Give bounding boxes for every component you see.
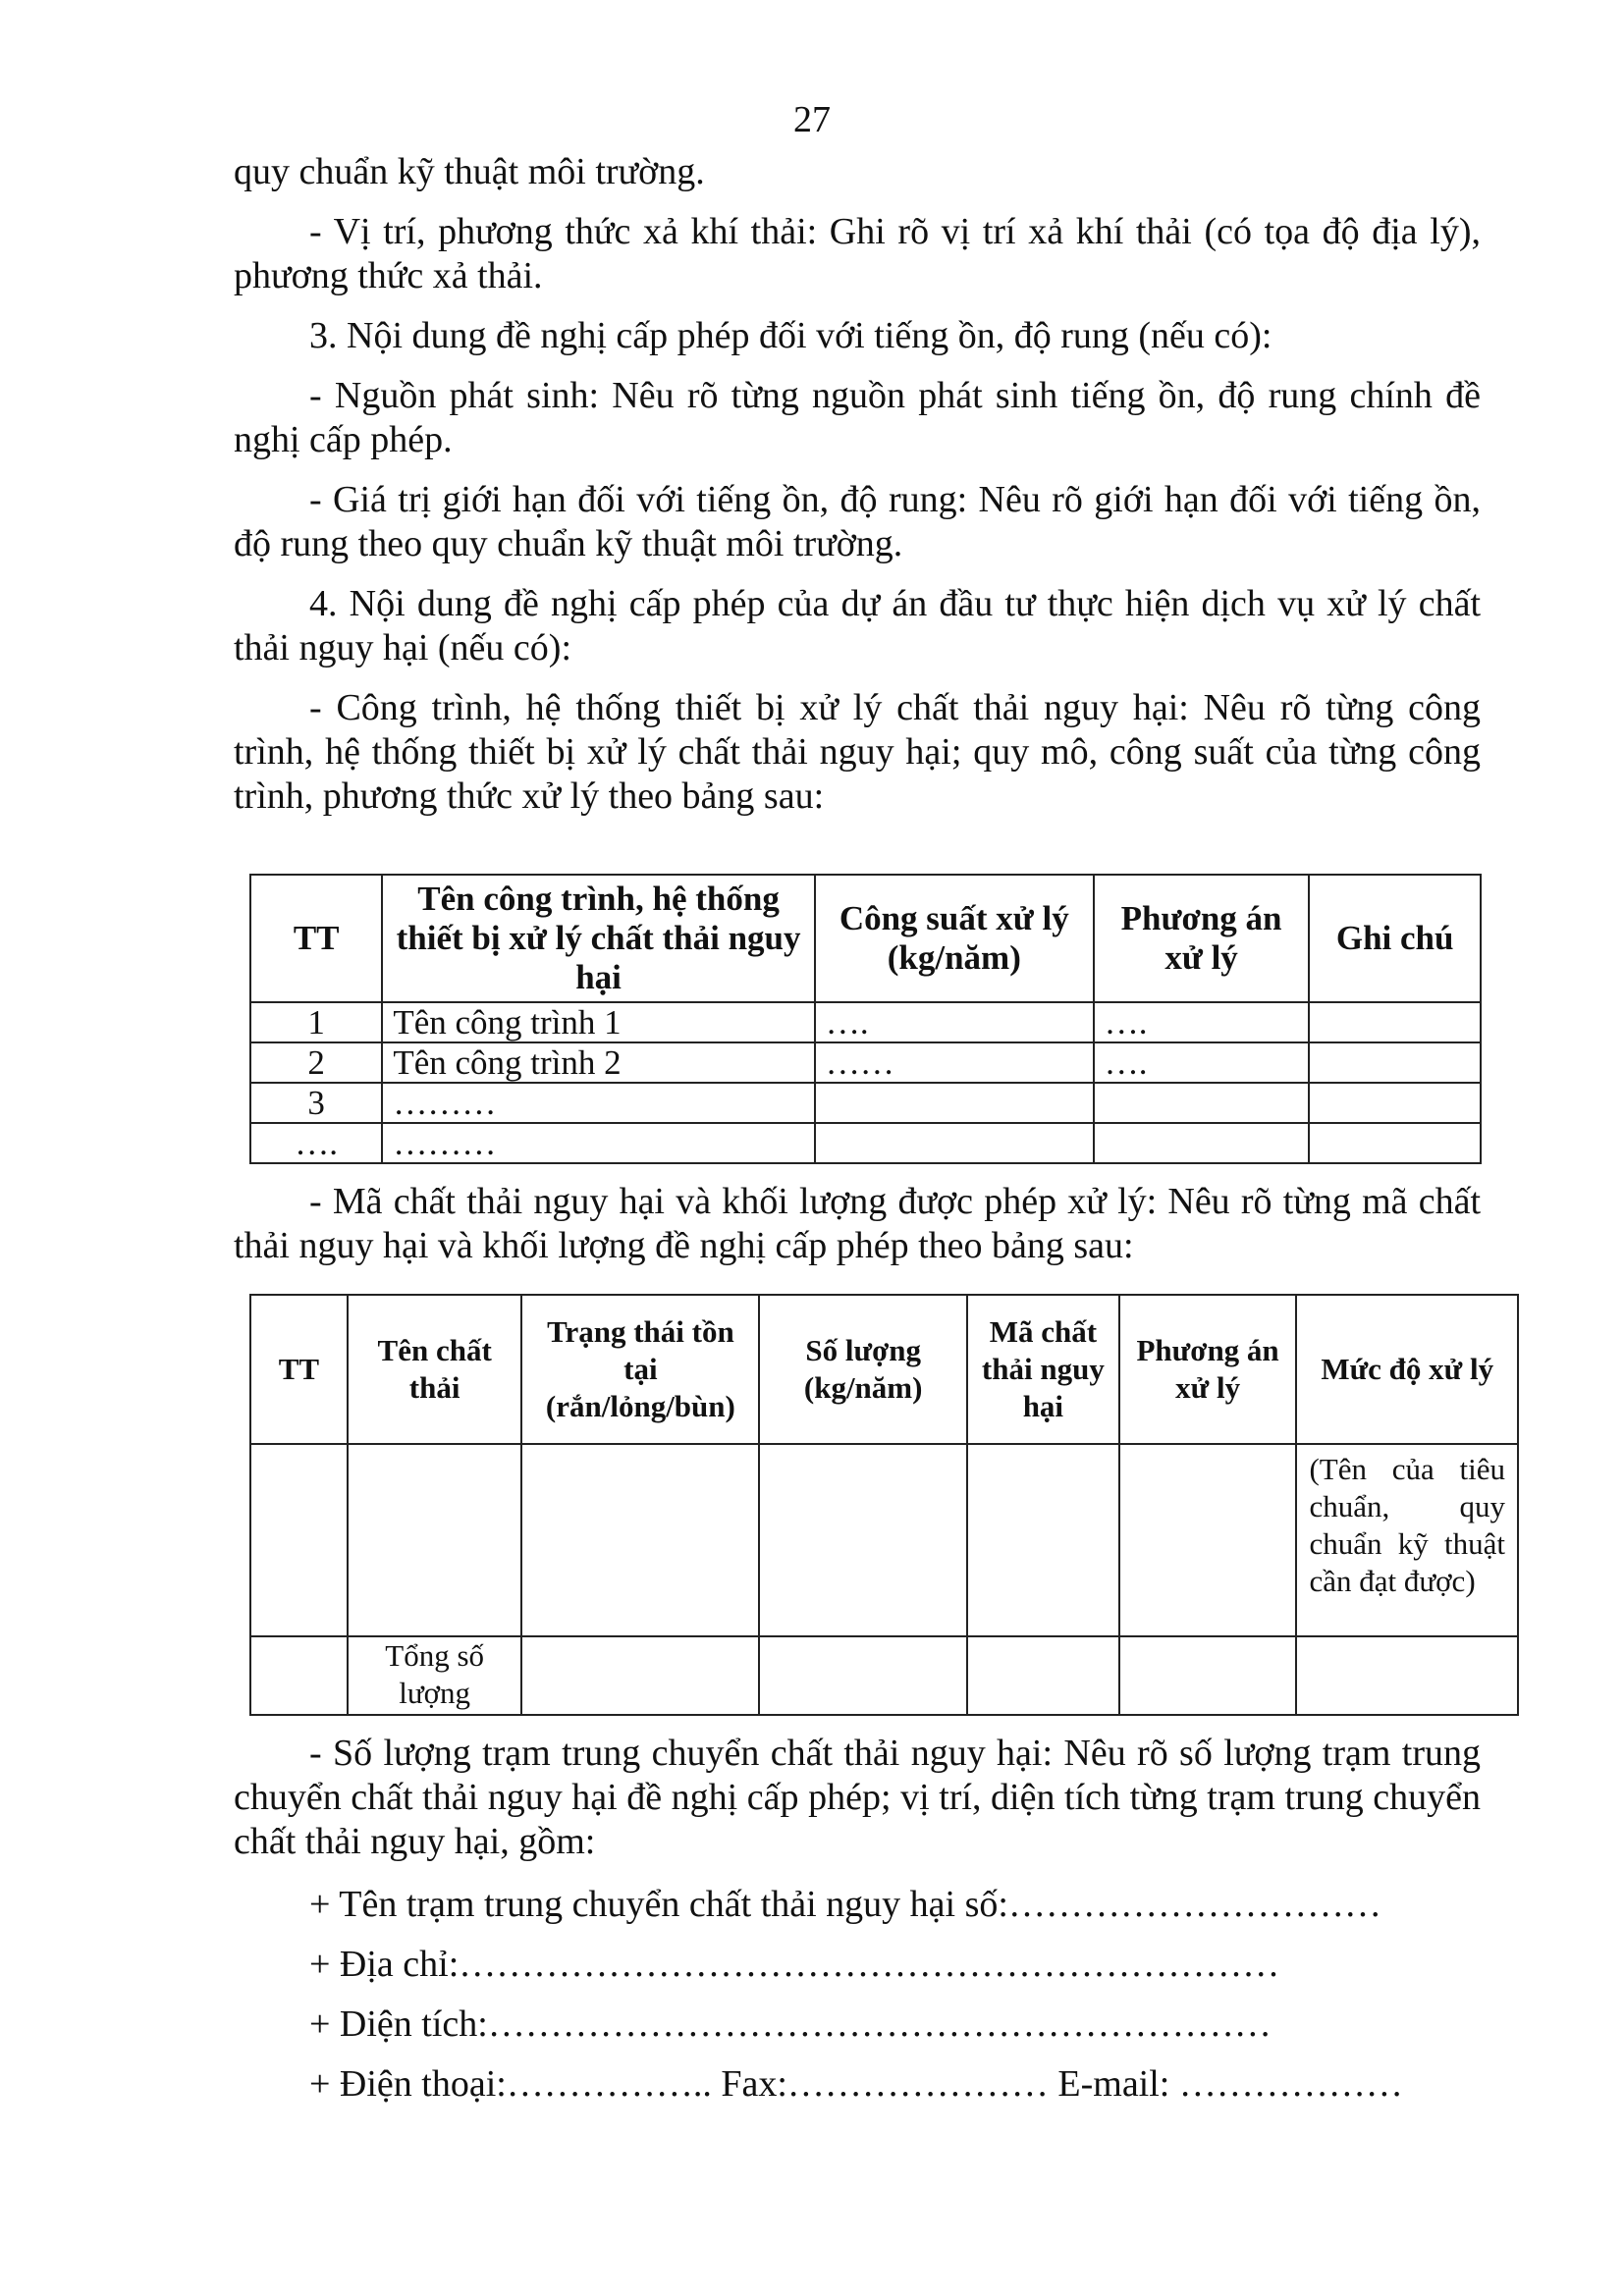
form-line-area: + Diện tích:……………………………………………………… <box>309 2003 1272 2045</box>
table-cell: ……… <box>382 1083 814 1123</box>
table-cell: 3 <box>250 1083 382 1123</box>
header-cell: Tên công trình, hệ thống thiết bị xử lý chất thải nguy hại <box>382 875 814 1002</box>
paragraph: - Công trình, hệ thống thiết bị xử lý chất thải nguy hại: Nêu rõ từng công trình, hệ thống thiết bị xử lý chất thải nguy hại; quy mô, công suất của từng công trình, phương thức xử lý theo bảng sau: <box>234 687 1481 817</box>
table-cell: ……… <box>382 1123 814 1163</box>
treatment-level-note: (Tên của tiêu chuẩn, quy chuẩn kỹ thuật cần đạt được) <box>1296 1444 1518 1636</box>
header-cell: TT <box>250 875 382 1002</box>
table-cell: …… <box>815 1042 1094 1083</box>
table-cell <box>1094 1083 1310 1123</box>
paragraph: quy chuẩn kỹ thuật môi trường. <box>234 151 705 192</box>
mid-text-block <box>234 1180 1481 1268</box>
table-cell <box>1309 1042 1481 1083</box>
header-cell: Mã chất thải nguy hại <box>967 1295 1119 1444</box>
header-cell: Ghi chú <box>1309 875 1481 1002</box>
table-cell <box>1296 1636 1518 1715</box>
paragraph: - Số lượng trạm trung chuyển chất thải nguy hại: Nêu rõ số lượng trạm trung chuyển chất thải nguy hại đề nghị cấp phép; vị trí, diện tích từng trạm trung chuyển chất thải nguy hại, gồm: <box>234 1733 1481 1862</box>
treatment-works-table <box>249 874 1482 1164</box>
table-cell: …. <box>815 1002 1094 1042</box>
table-cell <box>521 1636 759 1715</box>
table-cell <box>815 1123 1094 1163</box>
table-cell: Tên công trình 1 <box>382 1002 814 1042</box>
form-line-contact: + Điện thoại:…………….. Fax:………………… E-mail: ……………… <box>309 2063 1403 2105</box>
table-cell <box>759 1444 967 1636</box>
paragraph: - Giá trị giới hạn đối với tiếng ồn, độ rung: Nêu rõ giới hạn đối với tiếng ồn, độ rung theo quy chuẩn kỹ thuật môi trường. <box>234 479 1481 564</box>
table-row <box>250 1636 1518 1715</box>
table-cell: …. <box>250 1123 382 1163</box>
top-text-block <box>234 150 1481 819</box>
table-row <box>250 1444 1518 1636</box>
table-row <box>250 1083 1481 1123</box>
header-cell: TT <box>250 1295 348 1444</box>
table-header-row <box>250 875 1481 1002</box>
table-cell <box>1309 1002 1481 1042</box>
header-cell: Phương án xử lý <box>1119 1295 1297 1444</box>
header-cell: Tên chất thải <box>348 1295 522 1444</box>
table-cell <box>521 1444 759 1636</box>
table-cell: 2 <box>250 1042 382 1083</box>
table-cell <box>815 1083 1094 1123</box>
section-heading: 3. Nội dung đề nghị cấp phép đối với tiếng ồn, độ rung (nếu có): <box>309 315 1272 356</box>
header-cell: Phương án xử lý <box>1094 875 1310 1002</box>
table-row <box>250 1123 1481 1163</box>
table-cell: Tên công trình 2 <box>382 1042 814 1083</box>
table-cell <box>250 1636 348 1715</box>
table-cell <box>1309 1083 1481 1123</box>
header-cell: Trạng thái tồn tại (rắn/lỏng/bùn) <box>521 1295 759 1444</box>
table-cell <box>967 1444 1119 1636</box>
form-line-address: + Địa chỉ:………………………………………………………… <box>309 1944 1280 1985</box>
table-cell <box>1119 1444 1297 1636</box>
table-cell <box>250 1444 348 1636</box>
header-cell: Công suất xử lý (kg/năm) <box>815 875 1094 1002</box>
page-number: 27 <box>793 99 831 140</box>
table-row <box>250 1042 1481 1083</box>
table-cell: 1 <box>250 1002 382 1042</box>
form-line-station-name: + Tên trạm trung chuyển chất thải nguy hại số:………………………… <box>309 1884 1381 1925</box>
bottom-text-block <box>234 1732 1481 1864</box>
table-cell <box>1119 1636 1297 1715</box>
header-cell: Mức độ xử lý <box>1296 1295 1518 1444</box>
total-label-cell: Tổng số lượng <box>348 1636 522 1715</box>
hazardous-waste-table <box>249 1294 1519 1716</box>
table-cell: …. <box>1094 1042 1310 1083</box>
table-row <box>250 1002 1481 1042</box>
table-cell <box>1309 1123 1481 1163</box>
header-cell: Số lượng (kg/năm) <box>759 1295 967 1444</box>
table-header-row <box>250 1295 1518 1444</box>
section-heading: 4. Nội dung đề nghị cấp phép của dự án đầu tư thực hiện dịch vụ xử lý chất thải nguy hại (nếu có): <box>234 583 1481 668</box>
table-cell <box>348 1444 522 1636</box>
table-cell <box>967 1636 1119 1715</box>
table-cell <box>759 1636 967 1715</box>
table-cell: …. <box>1094 1002 1310 1042</box>
paragraph: - Vị trí, phương thức xả khí thải: Ghi rõ vị trí xả khí thải (có tọa độ địa lý), phương thức xả thải. <box>234 211 1481 296</box>
table-cell <box>1094 1123 1310 1163</box>
paragraph: - Mã chất thải nguy hại và khối lượng được phép xử lý: Nêu rõ từng mã chất thải nguy hại và khối lượng đề nghị cấp phép theo bảng sau: <box>234 1181 1481 1266</box>
paragraph: - Nguồn phát sinh: Nêu rõ từng nguồn phát sinh tiếng ồn, độ rung chính đề nghị cấp phép. <box>234 375 1481 460</box>
